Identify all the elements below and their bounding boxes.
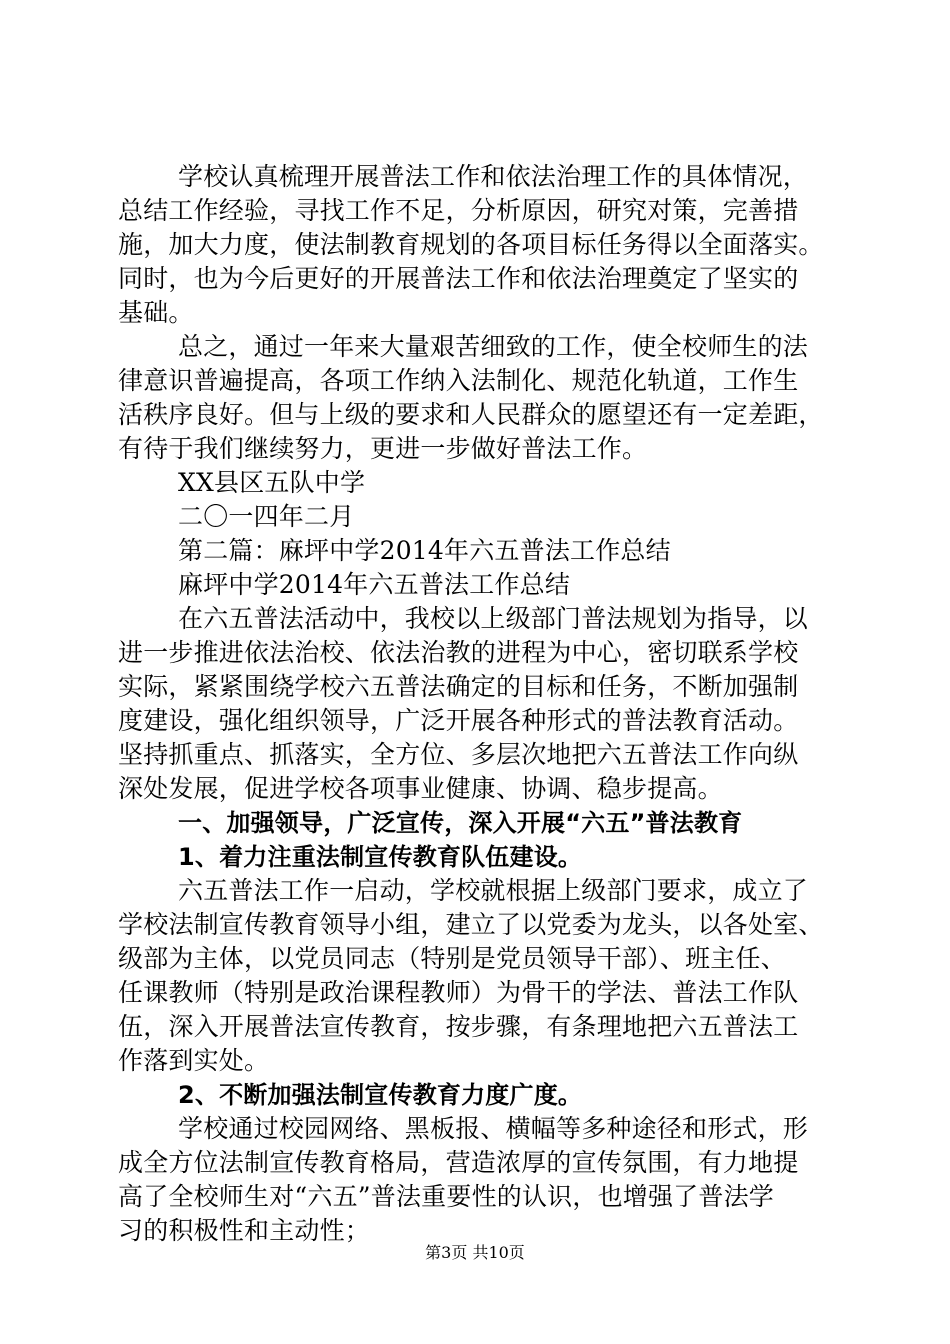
paragraph-line: 作落到实处。	[118, 1046, 270, 1075]
document-title: 麻坪中学2014年六五普法工作总结	[178, 570, 571, 599]
paragraph-line: 习的积极性和主动性；	[118, 1216, 371, 1245]
paragraph-line: 伍，深入开展普法宣传教育，按步骤，有条理地把六五普法工	[118, 1012, 799, 1041]
paragraph-line: 六五普法工作一启动，学校就根据上级部门要求，成立了	[178, 876, 809, 905]
paragraph-line: 学校认真梳理开展普法工作和依法治理工作的具体情况，	[178, 162, 809, 191]
paragraph-line: 级部为主体，以党员同志（特别是党员领导干部）、班主任、	[118, 944, 786, 973]
paragraph-line: 总结工作经验，寻找工作不足，分析原因，研究对策，完善措	[118, 196, 799, 225]
paragraph-line: 总之，通过一年来大量艰苦细致的工作，使全校师生的法	[178, 332, 809, 361]
section-heading: 一、加强领导，广泛宣传，深入开展“六五”普法教育	[178, 809, 743, 837]
paragraph-line: 学校法制宣传教育领导小组，建立了以党委为龙头，以各处室、	[118, 910, 824, 939]
signature-organization: XX县区五队中学	[178, 468, 366, 497]
paragraph-line: 进一步推进依法治校、依法治教的进程为中心，密切联系学校	[118, 638, 799, 667]
paragraph-line: 度建设，强化组织领导，广泛开展各种形式的普法教育活动。	[118, 706, 799, 735]
paragraph-line: 实际，紧紧围绕学校六五普法确定的目标和任务，不断加强制	[118, 672, 799, 701]
paragraph-line: 深处发展，促进学校各项事业健康、协调、稳步提高。	[118, 774, 723, 803]
paragraph-line: 基础。	[118, 298, 194, 327]
paragraph-line: 高了全校师生对“六五”普法重要性的认识，也增强了普法学	[118, 1182, 774, 1211]
subsection-heading: 2、不断加强法制宣传教育力度广度。	[178, 1081, 583, 1109]
paragraph-line: 在六五普法活动中，我校以上级部门普法规划为指导，以	[178, 604, 809, 633]
paragraph-line: 施，加大力度，使法制教育规划的各项目标任务得以全面落实。	[118, 230, 824, 259]
chapter-heading: 第二篇：麻坪中学2014年六五普法工作总结	[178, 536, 671, 565]
paragraph-line: 坚持抓重点、抓落实，全方位、多层次地把六五普法工作向纵	[118, 740, 799, 769]
signature-date: 二〇一四年二月	[178, 502, 355, 531]
paragraph-line: 学校通过校园网络、黑板报、横幅等多种途径和形式，形	[178, 1114, 809, 1143]
paragraph-line: 有待于我们继续努力，更进一步做好普法工作。	[118, 434, 648, 463]
paragraph-line: 任课教师（特别是政治课程教师）为骨干的学法、普法工作队	[118, 978, 799, 1007]
paragraph-line: 律意识普遍提高，各项工作纳入法制化、规范化轨道，工作生	[118, 366, 799, 395]
subsection-heading: 1、着力注重法制宣传教育队伍建设。	[178, 843, 583, 871]
paragraph-line: 成全方位法制宣传教育格局，营造浓厚的宣传氛围，有力地提	[118, 1148, 799, 1177]
page-number: 第3页 共10页	[425, 1243, 525, 1262]
paragraph-line: 同时，也为今后更好的开展普法工作和依法治理奠定了坚实的	[118, 264, 799, 293]
document-body	[118, 160, 833, 1248]
paragraph-line: 活秩序良好。但与上级的要求和人民群众的愿望还有一定差距，	[118, 400, 824, 429]
